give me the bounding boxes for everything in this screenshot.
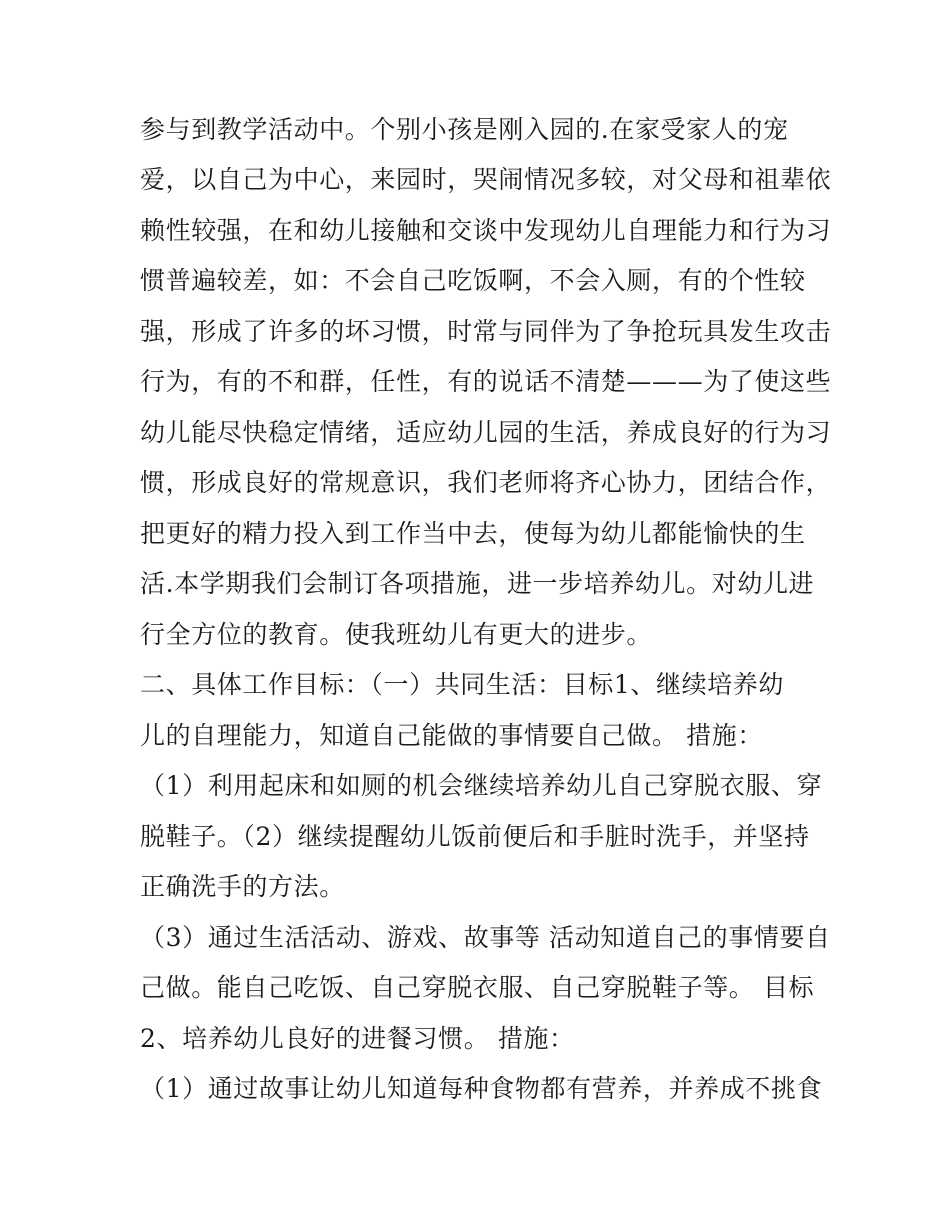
text-line-1: 参与到教学活动中。个别小孩是刚入园的.在家受家人的宠 (140, 115, 789, 144)
text-line-13: 儿的自理能力，知道自己能做的事情要自己做。 措施： (140, 721, 763, 750)
text-line-17: （3）通过生活活动、游戏、故事等 活动知道自己的事情要自 (140, 923, 831, 952)
text-line-7: 幼儿能尽快稳定情绪，适应幼儿园的生活，养成良好的行为习 (140, 418, 832, 447)
text-line-5: 强，形成了许多的坏习惯，时常与同伴为了争抢玩具发生攻击 (140, 317, 832, 346)
text-line-6: 行为，有的不和群，任性，有的说话不清楚———为了使这些 (140, 367, 832, 396)
text-line-2: 爱，以自己为中心，来园时，哭闹情况多较，对父母和祖辈依 (140, 165, 832, 194)
text-line-10: 活.本学期我们会制订各项措施，进一步培养幼儿。对幼儿进 (140, 569, 815, 598)
text-line-14: （1）利用起床和如厕的机会继续培养幼儿自己穿脱衣服、穿 (140, 771, 823, 800)
text-line-15: 脱鞋子。（2）继续提醒幼儿饭前便后和手脏时洗手，并坚持 (140, 822, 810, 851)
text-line-18: 己做。能自己吃饭、自己穿脱衣服、自己穿脱鞋子等。 目标 (140, 973, 815, 1002)
text-line-12: 二、具体工作目标：（一）共同生活：目标1、继续培养幼 (140, 670, 785, 699)
text-line-8: 惯，形成良好的常规意识，我们老师将齐心协力，团结合作， (140, 468, 832, 497)
text-line-11: 行全方位的教育。使我班幼儿有更大的进步。 (140, 620, 653, 649)
text-line-20: （1）通过故事让幼儿知道每种食物都有营养，并养成不挑食 (140, 1074, 823, 1103)
text-line-19: 2、培养幼儿良好的进餐习惯。 措施： (140, 1024, 575, 1053)
text-line-4: 惯普遍较差，如：不会自己吃饭啊，不会入厕，有的个性较 (140, 266, 806, 295)
text-line-9: 把更好的精力投入到工作当中去，使每为幼儿都能愉快的生 (140, 519, 806, 548)
text-line-3: 赖性较强，在和幼儿接触和交谈中发现幼儿自理能力和行为习 (140, 216, 832, 245)
text-line-16: 正确洗手的方法。 (140, 872, 345, 901)
